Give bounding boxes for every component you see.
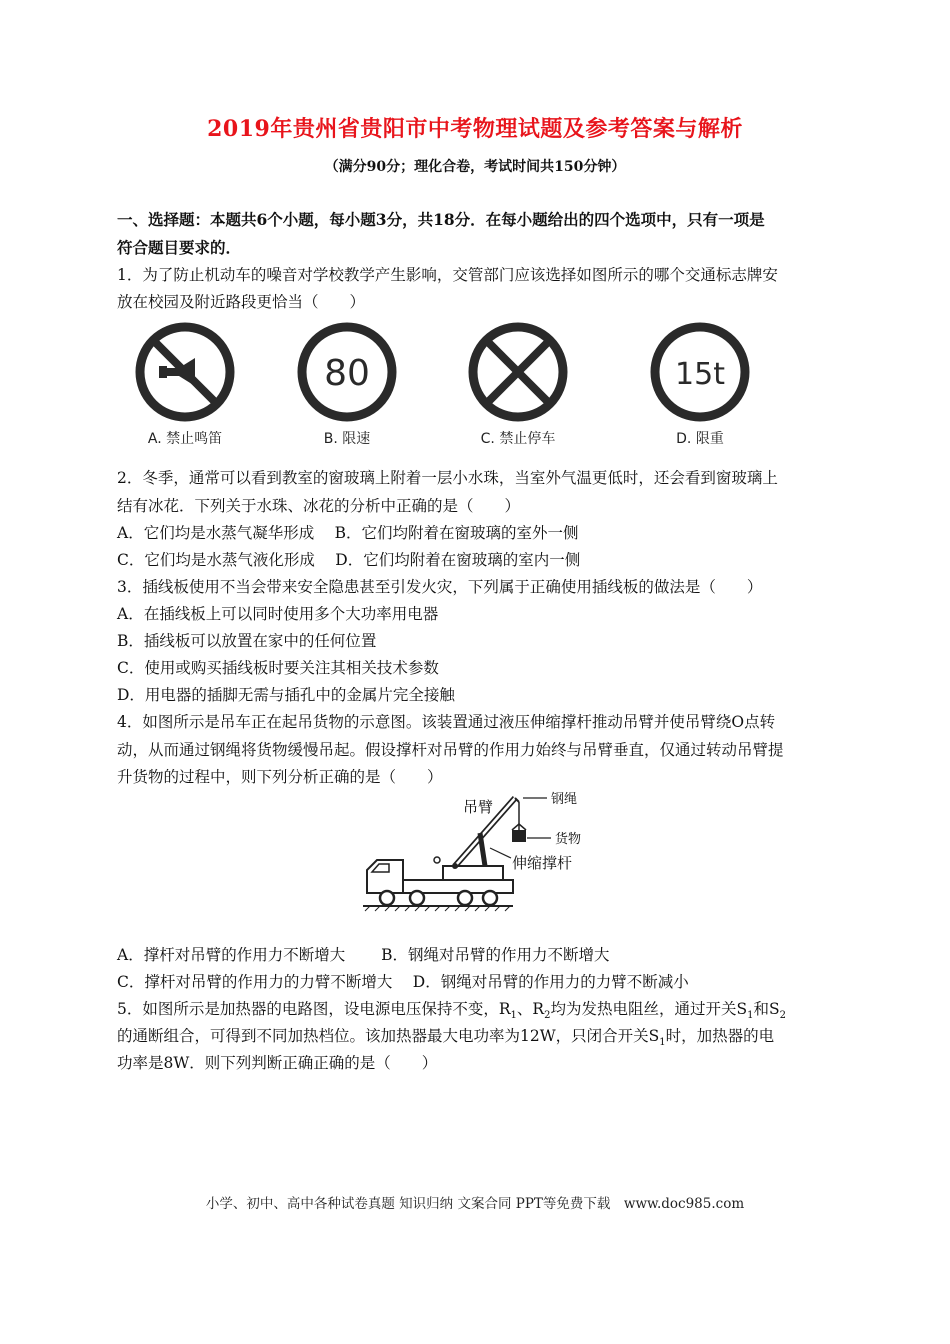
q3-option-d: D．用电器的插脚无需与插孔中的金属片完全接触 [117,686,455,704]
sign-a [100,322,270,447]
label-cargo: 货物 [555,832,582,847]
section-heading-line1: 一、选择题：本题共6个小题，每小题3分，共18分．在每小题给出的四个选项中，只有一项是 [117,210,765,229]
label-arm: 吊臂 [463,798,494,816]
page-subtitle: （满分90分；理化合卷，考试时间共150分钟） [324,159,626,175]
q3-option-b: B．插线板可以放置在家中的任何位置 [117,632,377,650]
speed-limit-icon [297,322,397,422]
q2-line2: 结有冰花．下列关于水珠、冰花的分析中正确的是（ ） [117,497,521,515]
q5-line1: 5．如图所示是加热器的电路图，设电源电压保持不变，$R_1$、$R_2$均为发热电阻丝，通过开关$S_1$和$S_2$ [117,1000,786,1022]
sign-d [615,322,785,447]
sign-a-caption: A. 禁止鸣笛 [147,431,223,447]
q2-line1: 2．冬季，通常可以看到教室的窗玻璃上附着一层小水珠，当室外气温更低时，还会看到窗玻璃上 [117,469,778,487]
no-parking-icon [468,322,568,422]
q3-option-c: C．使用或购买插线板时要关注其相关技术参数 [117,659,439,677]
q2-options-ab: A．它们均是水蒸气凝华形成 B．它们均附着在窗玻璃的室外一侧 [117,524,579,542]
q1-line1: 1．为了防止机动车的噪音对学校教学产生影响，交管部门应该选择如图所示的哪个交通标志牌安 [117,266,778,284]
q5-line3: 功率是8W．则下列判断正确正确的是（ ） [117,1054,438,1072]
q3-option-a: A．在插线板上可以同时使用多个大功率用电器 [117,605,439,623]
q2-options-cd: C．它们均是水蒸气液化形成 D．它们均附着在窗玻璃的室内一侧 [117,551,581,569]
page-footer: 小学、初中、高中各种试卷真题 知识归纳 文案合同 PPT等免费下载 www.doc985.com [205,1196,745,1212]
weight-limit-icon [650,322,750,422]
q4-options-ab: A．撑杆对吊臂的作用力不断增大 B．钢绳对吊臂的作用力不断增大 [117,946,610,964]
q4-line1: 4．如图所示是吊车正在起吊货物的示意图。该装置通过液压伸缩撑杆推动吊臂并使吊臂绕O点转 [117,713,776,731]
page-title: 2019年贵州省贵阳市中考物理试题及参考答案与解析 [207,116,743,142]
sign-c [433,322,603,447]
sign-b [262,322,432,447]
q4-line3: 升货物的过程中，则下列分析正确的是（ ） [117,768,443,786]
q1-line2: 放在校园及附近路段更恰当（ ） [117,293,366,311]
sign-c-caption: C. 禁止停车 [480,431,556,447]
sign-d-caption: D. 限重 [676,431,724,447]
sign-b-text: 80 [324,353,370,394]
q3-line1: 3．插线板使用不当会带来安全隐患甚至引发火灾，下列属于正确使用插线板的做法是（ ） [117,578,763,596]
label-rope: 钢绳 [551,792,578,807]
q4-options-cd: C．撑杆对吊臂的作用力的力臂不断增大 D．钢绳对吊臂的作用力的力臂不断减小 [117,973,689,991]
sign-b-caption: B. 限速 [323,431,371,447]
no-horn-icon [135,322,235,422]
section-heading-line2: 符合题目要求的． [117,238,242,257]
q5-line2: 的通断组合，可得到不同加热档位。该加热器最大电功率为12W，只闭合开关$S_1$时，加热器的电 [117,1027,775,1049]
sign-d-text: 15t [675,357,725,392]
crane-diagram [355,788,595,918]
q4-line2: 动，从而通过钢绳将货物缓慢吊起。假设撑杆对吊臂的作用力始终与吊臂垂直，仅通过转动吊臂提 [117,741,784,759]
label-strut: 伸缩撑杆 [512,854,573,872]
